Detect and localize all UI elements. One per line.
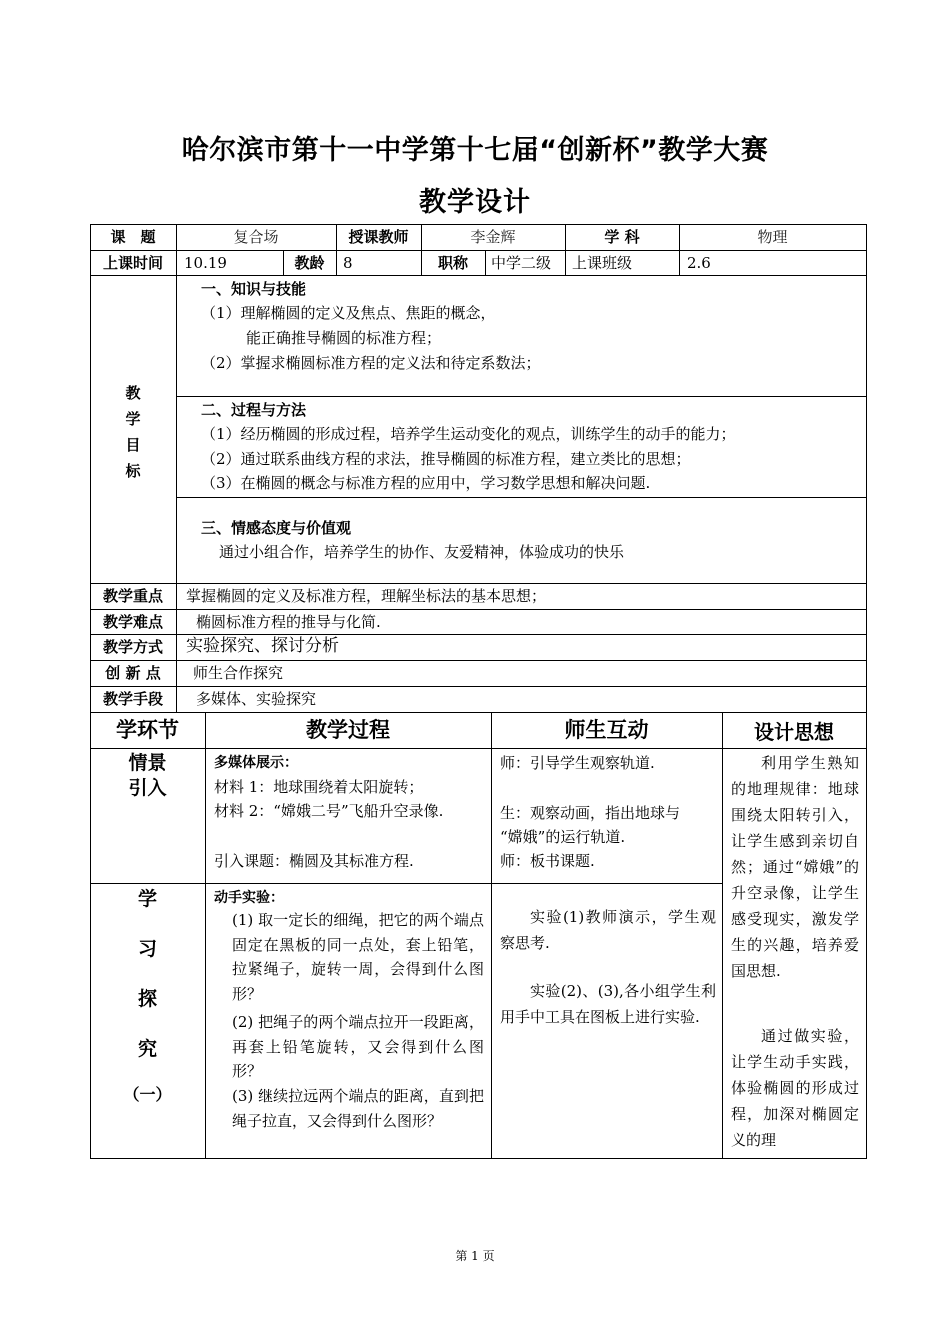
topic-label: 课 题 bbox=[110, 228, 156, 246]
objective-text: （2）通过联系曲线方程的求法，推导椭圆的标准方程，建立类比的思想； bbox=[201, 450, 691, 468]
years-value: 8 bbox=[343, 254, 353, 272]
design-thought-text: 利用学生熟知的地理规律：地球围绕太阳转引入，让学生感到亲切自然；通过“嫦娥”的升空录像，让学生感受现实，激发学生的兴趣，培养爱国思想. bbox=[731, 754, 859, 980]
document-title: 哈尔滨市第十一中学第十七届“创新杯”教学大赛 bbox=[181, 135, 769, 166]
years-label: 教龄 bbox=[294, 254, 325, 272]
teacher-label: 授课教师 bbox=[348, 228, 409, 246]
document-subtitle: 教学设计 bbox=[419, 187, 531, 218]
page-number: 第 1 页 bbox=[455, 1249, 495, 1263]
header-design: 设计思想 bbox=[754, 720, 834, 744]
interaction-2-text: 实验(1)教师演示，学生观察思考. bbox=[500, 908, 716, 952]
interaction-2-text: 实验(2)、(3),各小组学生利用手中工具在图板上进行实验. bbox=[500, 982, 716, 1026]
process-2-step: (1) 取一定长的细绳，把它的两个端点固定在黑板的同一点处，套上铅笔，拉紧绳子，旋转一周，会得到什么图形？ bbox=[232, 911, 484, 1003]
process-1-line: 材料 1：地球围绕着太阳旋转； bbox=[214, 778, 424, 796]
objectives-label: 教 学 目 标 bbox=[125, 384, 141, 480]
innovation-label: 创 新 点 bbox=[105, 664, 161, 682]
difficulty-label: 教学难点 bbox=[102, 613, 163, 631]
date-label: 上课时间 bbox=[102, 254, 163, 272]
date-value: 10.19 bbox=[184, 254, 227, 272]
class-label: 上课班级 bbox=[572, 254, 633, 272]
objective-section-1-title: 一、知识与技能 bbox=[201, 280, 307, 298]
means-value: 多媒体、实验探究 bbox=[196, 690, 317, 708]
interaction-1-line: “嫦娥”的运行轨道. bbox=[500, 828, 626, 846]
process-1-line: 材料 2：“嫦娥二号”飞船升空录像. bbox=[214, 802, 444, 820]
interaction-1-line: 师：引导学生观察轨道. bbox=[500, 754, 655, 772]
stage-1-label: 情景 引入 bbox=[128, 752, 167, 799]
teacher-value: 李金辉 bbox=[470, 228, 516, 246]
subject-value: 物理 bbox=[757, 228, 788, 246]
difficulty-value: 椭圆标准方程的推导与化简. bbox=[196, 613, 381, 631]
design-thought-text: 通过做实验，让学生动手实践，体验椭圆的形成过程，加深对椭圆定义的理 bbox=[731, 1027, 859, 1149]
method-value: 实验探究、探讨分析 bbox=[186, 636, 339, 656]
rank-label: 职称 bbox=[437, 254, 468, 272]
topic-value: 复合场 bbox=[233, 228, 279, 246]
objective-text: （1）理解椭圆的定义及焦点、焦距的概念， bbox=[201, 304, 496, 322]
interaction-1-line: 师：板书课题. bbox=[500, 852, 595, 870]
method-label: 教学方式 bbox=[102, 638, 163, 656]
process-1-line: 引入课题：椭圆及其标准方程. bbox=[214, 852, 414, 870]
objective-text: （1）经历椭圆的形成过程，培养学生运动变化的观点，训练学生的动手的能力； bbox=[201, 425, 736, 443]
header-interaction: 师生互动 bbox=[564, 718, 649, 742]
objective-text: （2）掌握求椭圆标准方程的定义法和待定系数法； bbox=[201, 354, 541, 372]
interaction-1-line: 生：观察动画，指出地球与 bbox=[500, 804, 681, 822]
subject-label: 学 科 bbox=[604, 228, 640, 246]
key-point-label: 教学重点 bbox=[102, 587, 163, 605]
stage-2-label: 学 习 探 究 （一） bbox=[123, 888, 172, 1104]
process-2-step: (3) 继续拉远两个端点的距离，直到把绳子拉直，又会得到什么图形？ bbox=[232, 1087, 484, 1130]
process-1-title: 多媒体展示： bbox=[214, 755, 298, 771]
innovation-value: 师生合作探究 bbox=[193, 664, 284, 682]
key-point-value: 掌握椭圆的定义及标准方程，理解坐标法的基本思想； bbox=[186, 587, 547, 605]
process-2-step: (2) 把绳子的两个端点拉开一段距离，再套上铅笔旋转，又会得到什么图形？ bbox=[232, 1013, 484, 1080]
objective-text: 通过小组合作，培养学生的协作、友爱精神，体验成功的快乐 bbox=[219, 543, 625, 561]
process-2-title: 动手实验： bbox=[214, 890, 284, 906]
means-label: 教学手段 bbox=[102, 690, 163, 708]
header-process: 教学过程 bbox=[306, 718, 390, 742]
objective-section-3-title: 三、情感态度与价值观 bbox=[201, 519, 352, 537]
rank-value: 中学二级 bbox=[491, 254, 552, 272]
header-stage: 学环节 bbox=[116, 718, 179, 742]
class-value: 2.6 bbox=[687, 254, 711, 272]
objective-text: （3）在椭圆的概念与标准方程的应用中，学习数学思想和解决问题. bbox=[201, 474, 651, 492]
objective-section-2-title: 二、过程与方法 bbox=[201, 401, 307, 419]
objective-text: 能正确推导椭圆的标准方程； bbox=[246, 329, 442, 347]
